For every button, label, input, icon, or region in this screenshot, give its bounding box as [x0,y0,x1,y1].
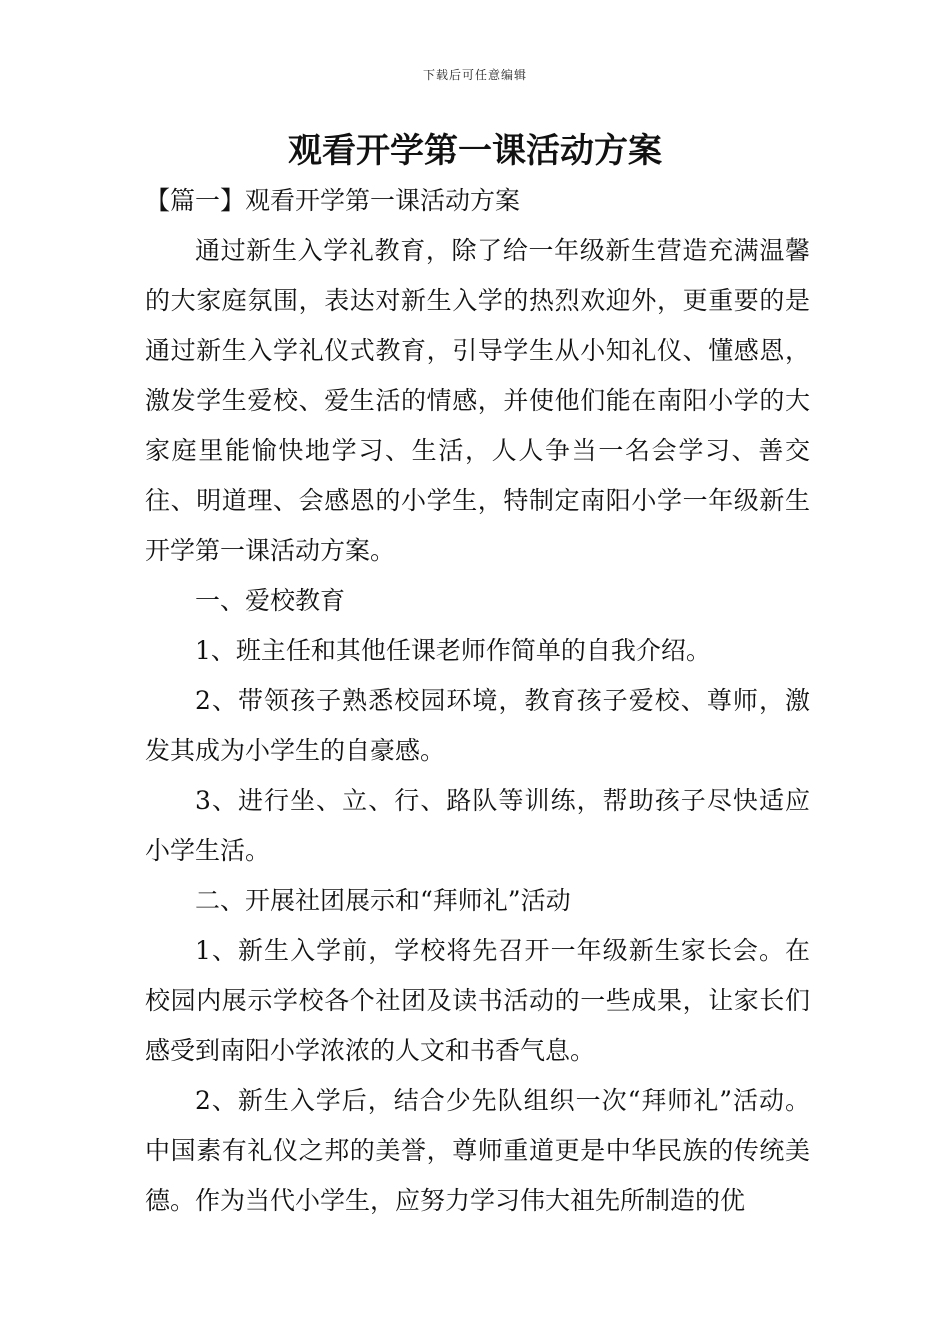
heading-club-showcase: 二、开展社团展示和“拜师礼”活动 [195,886,571,915]
paragraph-club-2: 2、新生入学后，结合少先队组织一次“拜师礼”活动。中国素有礼仪之邦的美誉，尊师重道更是中华民族的传统美德。作为当代小学生，应努力学习伟大祖先所制造的优 [145,1086,810,1215]
section-heading: 【篇一】观看开学第一课活动方案 [145,186,521,215]
paragraph-item-2: 2、带领孩子熟悉校园环境，教育孩子爱校、尊师，激发其成为小学生的自豪感。 [145,686,810,765]
paragraph-intro: 通过新生入学礼教育，除了给一年级新生营造充满温馨的大家庭氛围，表达对新生入学的热烈欢迎外，更重要的是通过新生入学礼仪式教育，引导学生从小知礼仪、懂感恩，激发学生爱校、爱生活的情感，并使他们能在南阳小学的大家庭里能愉快地学习、生活，人人争当一名会学习、善交往、明道理、会感恩的小学生，特制定南阳小学一年级新生开学第一课活动方案。 [145,236,810,565]
paragraph-club-1: 1、新生入学前，学校将先召开一年级新生家长会。在校园内展示学校各个社团及读书活动的一些成果，让家长们感受到南阳小学浓浓的人文和书香气息。 [145,936,810,1065]
document-title: 观看开学第一课活动方案 [288,131,662,171]
document-body [145,176,810,1226]
header-note: 下载后可任意编辑 [422,68,527,82]
paragraph-item-1: 1、班主任和其他任课老师作简单的自我介绍。 [195,636,711,665]
heading-love-school: 一、爱校教育 [195,586,346,615]
paragraph-item-3: 3、进行坐、立、行、路队等训练，帮助孩子尽快适应小学生活。 [145,786,810,865]
